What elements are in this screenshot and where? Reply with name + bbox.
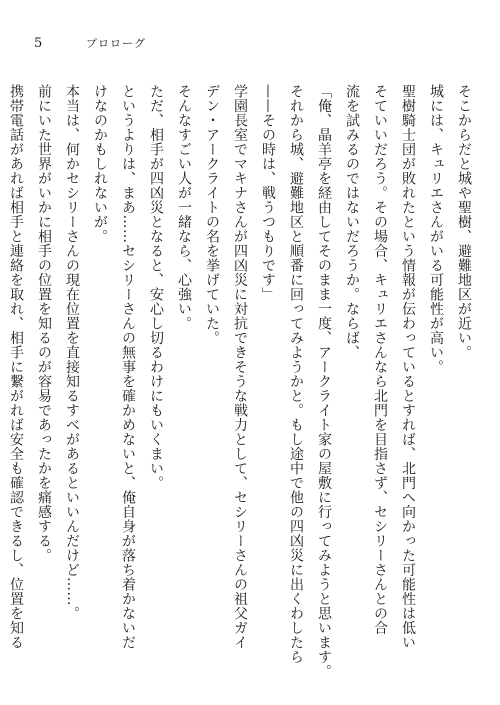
text-line: というよりは、まあ……セシリーさんの無事を確かめないと、俺自身が落ち着かないだ bbox=[120, 84, 136, 650]
text-line: けなのかもしれないが。 bbox=[92, 84, 108, 244]
text-line: ——その時は、戦うつもりです」 bbox=[260, 84, 276, 302]
text-line: 城には、キュリエさんがいる可能性が高い。 bbox=[428, 84, 444, 374]
text-line: デン・アークライトの名を挙げていた。 bbox=[204, 84, 220, 345]
text-line: 携帯電話があれば相手と連絡を取れ、相手に繋がれば安全も確認できるし、位置を知る bbox=[8, 84, 24, 650]
chapter-title: プロローグ bbox=[86, 37, 146, 50]
body-text bbox=[8, 84, 478, 679]
page-number: 5 bbox=[34, 36, 43, 51]
text-line: そこからだと城や聖樹、避難地区が近い。 bbox=[456, 84, 472, 360]
text-line: 流を試みるのではないだろうか。ならば、 bbox=[344, 84, 360, 360]
text-line: 前にいた世界がいかに相手の位置を知るのが容易であったかを痛感する。 bbox=[36, 84, 52, 563]
text-line: そんなすごい人が一緒なら、心強い。 bbox=[176, 84, 192, 331]
text-line: 聖樹騎士団が敗れたという情報が伝わっているとすれば、北門へ向かった可能性は低い bbox=[400, 84, 416, 650]
text-line: 学園長室でマキナさんが四凶災に対抗できそうな戦力として、セシリーさんの祖父ガイ bbox=[232, 84, 248, 650]
text-line: ただ、相手が四凶災となると、安心し切るわけにもいくまい。 bbox=[148, 84, 164, 490]
text-line: それから城、避難地区と順番に回ってみようかと。もし途中で他の四凶災に出くわしたら bbox=[288, 84, 304, 664]
text-line: 「俺、晶羊亭を経由してそのまま一度、アークライト家の屋敷に行ってみようと思います。 bbox=[316, 84, 332, 679]
text-line: 本当は、何かセシリーさんの現在位置を直接知るすべがあるといいんだけど……。 bbox=[64, 84, 80, 621]
text-line: そていいだろう。その場合、キュリエさんなら北門を目指さず、セシリーさんとの合 bbox=[372, 84, 388, 635]
